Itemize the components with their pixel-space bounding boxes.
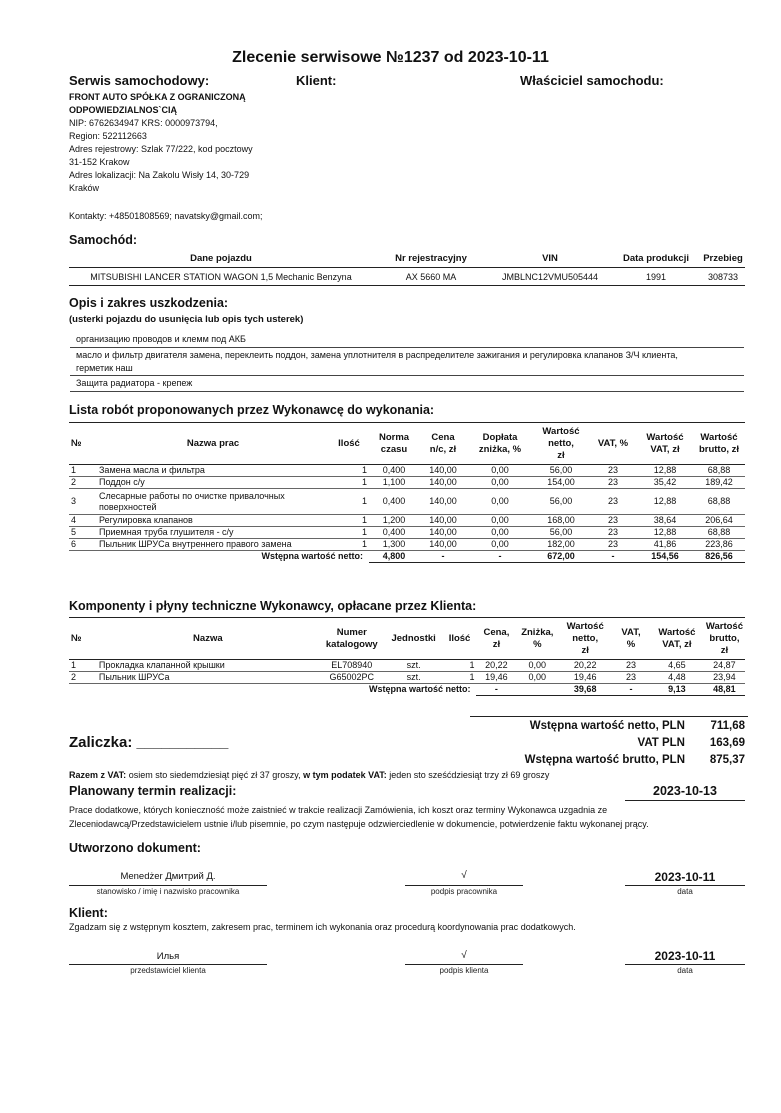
table-row: 1 Замена масла и фильтра 1 0,400 140,00 0,00 56,00 23 12,88 68,88	[69, 465, 745, 477]
created-date: 2023-10-11	[654, 870, 716, 884]
company-loc-address: Adres lokalizacji: Na Zakolu Wisły 14, 30-729	[69, 170, 250, 180]
car-table	[69, 251, 745, 286]
total-gross-label: Wstępna wartość brutto, PLN	[524, 754, 685, 766]
works-col-vat-value: Wartość VAT, zł	[637, 423, 693, 465]
car-col-vin: VIN	[489, 251, 611, 268]
defect-item: масло и фильтр двигателя замена, переклеить поддон, замена уплотнителя в распределителе зажигания и регулировка клапанов З/Ч клиента, герметик наш	[70, 347, 744, 376]
planned-label: Planowany termin realizacji:	[69, 784, 237, 798]
advance-payment: Zaliczka: ___________	[69, 734, 229, 751]
parts-heading: Komponenty i płyny techniczne Wykonawcy, opłacane przez Klienta:	[69, 599, 477, 613]
company-contacts: Kontakty: +48501808569; navatsky@gmail.com;	[69, 211, 263, 221]
client-signature-caption: podpis klienta	[439, 966, 489, 975]
car-vin: JMBLNC12VMU505444	[489, 268, 611, 286]
client-date-caption: data	[677, 966, 693, 975]
total-vat-value: 163,69	[709, 737, 745, 749]
parts-col-discount: Zniżka, %	[516, 618, 558, 660]
works-col-qty: Ilość	[329, 423, 369, 465]
table-row: 3 Слесарные работы по очистке привалочных поверхностей 1 0,400 140,00 0,00 56,00 23 12,88 68,88	[69, 489, 745, 515]
owner-label: Właściciel samochodu:	[520, 73, 664, 88]
car-col-mileage: Przebieg	[701, 251, 745, 268]
parts-col-no: №	[69, 618, 97, 660]
company-reg-address: Adres rejestrowy: Szlak 77/222, kod pocztowy	[69, 144, 253, 154]
parts-col-net: Wartość netto, zł	[558, 618, 612, 660]
company-name: FRONT AUTO SPÓŁKA Z OGRANICZONĄ	[69, 92, 246, 102]
parts-col-name: Nazwa	[97, 618, 319, 660]
car-registration: AX 5660 MA	[373, 268, 489, 286]
defects-heading: Opis i zakres uszkodzenia:	[69, 296, 229, 310]
client-label: Klient:	[296, 73, 337, 88]
created-label: Utworzono dokument:	[69, 841, 201, 855]
company-name-cont: ODPOWIEDZIALNOS`CIĄ	[69, 105, 177, 115]
car-col-date: Data produkcji	[611, 251, 701, 268]
car-production-year: 1991	[611, 268, 701, 286]
total-net-value: 711,68	[710, 720, 745, 732]
total-gross-value: 875,37	[709, 754, 745, 766]
parts-summary-row: Wstępna wartość netto: - 39,68 - 9,13 48,81	[69, 684, 745, 696]
table-row: 2 Пыльник ШРУСа G65002PC szt. 1 19,46 0,00 19,46 23 4,48 23,94	[69, 672, 745, 684]
table-row: 4 Регулировка клапанов 1 1,200 140,00 0,00 168,00 23 38,64 206,64	[69, 515, 745, 527]
document-title: Zlecenie serwisowe №1237 od 2023-10-11	[232, 49, 549, 66]
car-description: MITSUBISHI LANCER STATION WAGON 1,5 Mechanic Benzyna	[69, 268, 373, 286]
parts-col-unit: Jednostki	[385, 618, 443, 660]
car-mileage: 308733	[701, 268, 745, 286]
works-col-vat: VAT, %	[589, 423, 637, 465]
table-row: 5 Приемная труба глушителя - с/у 1 0,400 140,00 0,00 56,00 23 12,88 68,88	[69, 527, 745, 539]
parts-col-qty: Ilość	[443, 618, 477, 660]
defect-item: организацию проводов и клемм под АКБ	[70, 331, 744, 348]
works-table	[69, 422, 745, 563]
client-agreement: Zgadzam się z wstępnym kosztem, zakresem prac, terminem ich wykonania oraz procedurą koordynowania prac dodatkowych.	[69, 922, 576, 932]
works-col-name: Nazwa prac	[97, 423, 329, 465]
client-section-label: Klient:	[69, 906, 108, 920]
car-heading: Samochód:	[69, 233, 138, 247]
parts-col-vat-value: Wartość VAT, zł	[650, 618, 704, 660]
client-date: 2023-10-11	[654, 949, 716, 963]
parts-table	[69, 617, 745, 696]
parts-col-price: Cena, zł	[476, 618, 516, 660]
client-signature: √	[461, 950, 467, 961]
total-net-label: Wstępna wartość netto, PLN	[529, 720, 685, 732]
works-col-no: №	[69, 423, 97, 465]
defect-item: Защита радиатора - крепеж	[70, 375, 744, 392]
parts-col-vat: VAT, %	[612, 618, 650, 660]
client-representative-name: Илья	[156, 951, 180, 962]
works-col-gross: Wartość brutto, zł	[693, 423, 745, 465]
works-col-surcharge: Dopłata zniżka, %	[467, 423, 533, 465]
employee-signature: √	[461, 870, 467, 881]
works-heading: Lista robót proponowanych przez Wykonawcę do wykonania:	[69, 403, 435, 417]
works-col-price: Cena n/c, zł	[419, 423, 467, 465]
works-col-net: Wartość netto, zł	[533, 423, 589, 465]
total-vat-label: VAT PLN	[637, 737, 685, 749]
car-col-reg: Nr rejestracyjny	[373, 251, 489, 268]
client-representative-caption: przedstawiciel klienta	[130, 966, 206, 975]
company-nip: NIP: 6762634947 KRS: 0000973794,	[69, 118, 218, 128]
parts-col-catalog: Numer katalogowy	[319, 618, 385, 660]
table-row: 2 Поддон с/у 1 1,100 140,00 0,00 154,00 23 35,42 189,42	[69, 477, 745, 489]
company-reg-address-cont: 31-152 Krakow	[69, 157, 130, 167]
table-row: 1 Прокладка клапанной крышки EL708940 szt. 1 20,22 0,00 20,22 23 4,65 24,87	[69, 660, 745, 672]
table-row: 6 Пыльник ШРУСа внутреннего правого замена 1 1,300 140,00 0,00 182,00 23 41,86 223,86	[69, 539, 745, 551]
car-col-data: Dane pojazdu	[69, 251, 373, 268]
works-summary-row: Wstępna wartość netto: 4,800 - - 672,00 - 154,56 826,56	[69, 551, 745, 563]
planned-note: Prace dodatkowe, których konieczność może zaistnieć w trakcie realizacji Zamówienia, ich koszt oraz terminy Wykonawca uzgadnia ze Zleceniodawcą/Przedstawicielem ustnie i/lub pisemnie, po czym następuje odzwierciedlenie w dokumencie, potwierdzenie faktu wykonanej prący.	[69, 805, 649, 829]
service-label: Serwis samochodowy:	[69, 73, 210, 88]
company-region: Region: 522112663	[69, 131, 147, 141]
employee-signature-caption: podpis pracownika	[430, 887, 498, 896]
employee-caption: stanowisko / imię i nazwisko pracownika	[96, 887, 240, 896]
company-block	[69, 91, 253, 195]
works-col-norm: Norma czasu	[369, 423, 419, 465]
company-loc-address-cont: Kraków	[69, 183, 100, 193]
parts-col-gross: Wartość brutto, zł	[704, 618, 745, 660]
planned-date: 2023-10-13	[653, 784, 717, 798]
defects-subheading: (usterki pojazdu do usunięcia lub opis tych usterek)	[69, 314, 304, 325]
employee-name: Menedżer Дмитрий Д.	[120, 871, 216, 882]
created-date-caption: data	[677, 887, 693, 896]
total-in-words: Razem z VAT: osiem sto siedemdziesiąt pięć zł 37 groszy, w tym podatek VAT: jeden sto sześćdziesiąt trzy zł 69 groszy	[69, 770, 550, 780]
